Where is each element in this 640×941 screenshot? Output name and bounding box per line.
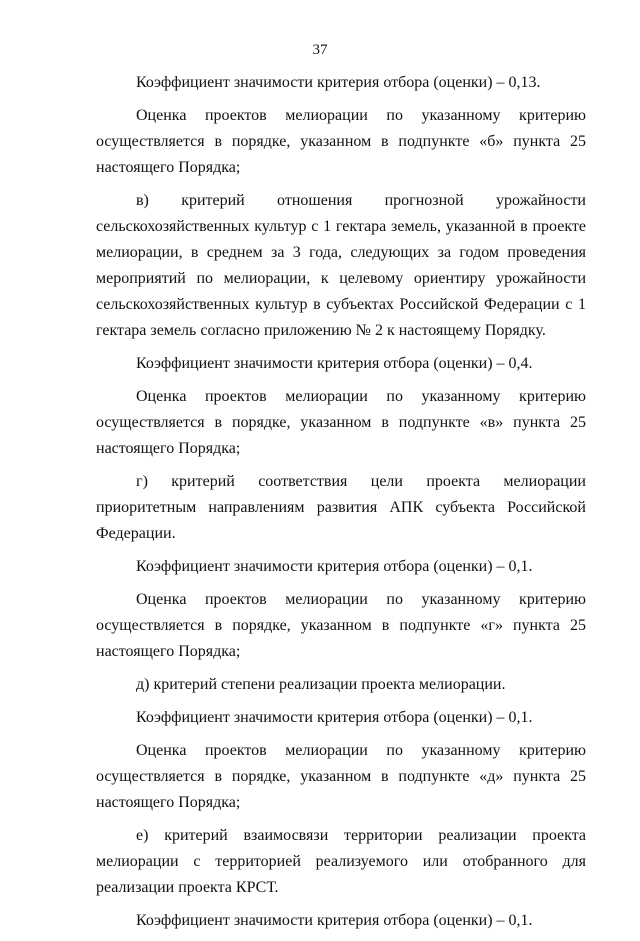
paragraph-coefficient-04: Коэффициент значимости критерия отбора (оценки) – 0,4.	[136, 355, 533, 372]
document-body	[96, 70, 586, 941]
paragraph-criterion-g: г) критерий соответствия цели проекта мелиорации приоритетным направлениям развития АПК субъекта Российской Федерации.	[96, 473, 586, 542]
paragraph-evaluation-v: Оценка проектов мелиорации по указанному критерию осуществляется в порядке, указанном в подпункте «в» пункта 25 настоящего Порядка;	[96, 388, 586, 457]
paragraph-evaluation-b: Оценка проектов мелиорации по указанному критерию осуществляется в порядке, указанном в подпункте «б» пункта 25 настоящего Порядка;	[96, 107, 586, 176]
paragraph-criterion-d: д) критерий степени реализации проекта мелиорации.	[136, 676, 506, 693]
paragraph-criterion-v: в) критерий отношения прогнозной урожайности сельскохозяйственных культур с 1 гектара земель, указанной в проекте мелиорации, в среднем за 3 года, следующих за годом проведения мероприятий по мелиорации, к целевому ориентиру урожайности сельскохозяйственных культур в субъектах Российской Федерации с 1 гектара земель согласно приложению № 2 к настоящему Порядку.	[96, 192, 586, 339]
paragraph-criterion-e: е) критерий взаимосвязи территории реализации проекта мелиорации с территорией реализуемого или отобранного для реализации проекта КРСТ.	[96, 827, 586, 896]
paragraph-coefficient-01-d: Коэффициент значимости критерия отбора (оценки) – 0,1.	[136, 709, 533, 726]
page-number: 37	[312, 42, 328, 58]
paragraph-coefficient-01-g: Коэффициент значимости критерия отбора (оценки) – 0,1.	[136, 558, 533, 575]
paragraph-coefficient-013: Коэффициент значимости критерия отбора (оценки) – 0,13.	[136, 74, 541, 91]
paragraph-evaluation-g: Оценка проектов мелиорации по указанному критерию осуществляется в порядке, указанном в подпункте «г» пункта 25 настоящего Порядка;	[96, 591, 586, 660]
paragraph-coefficient-01-e: Коэффициент значимости критерия отбора (оценки) – 0,1.	[136, 912, 533, 929]
paragraph-evaluation-d: Оценка проектов мелиорации по указанному критерию осуществляется в порядке, указанном в подпункте «д» пункта 25 настоящего Порядка;	[96, 742, 586, 811]
